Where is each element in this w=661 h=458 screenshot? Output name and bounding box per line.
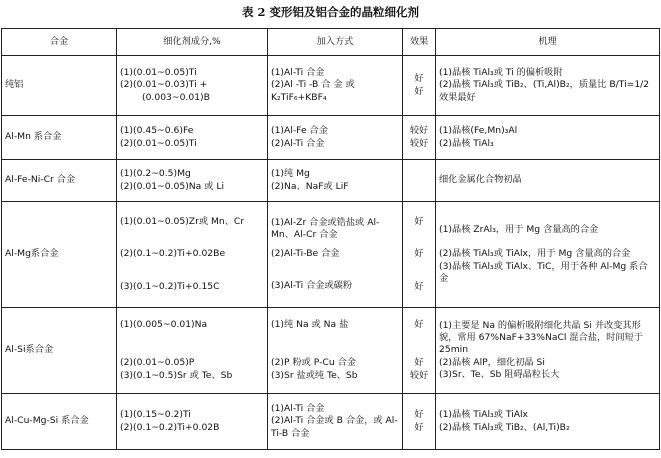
composition-line: (1)(0.2~0.5)Mg bbox=[120, 168, 191, 180]
mechanism-line: (2)晶核 TiAl₃或 TiB₂、(Ti,Al)B₂，质量比 B/Ti=1/2 效果最好 bbox=[439, 79, 650, 103]
mechanism-cell bbox=[436, 308, 660, 394]
header-effect: 效果 bbox=[403, 29, 436, 56]
table-row bbox=[2, 202, 660, 308]
method-line: (2)Al-Ti-Be 合金 bbox=[271, 247, 340, 259]
method-cell bbox=[268, 56, 403, 116]
effect-line: 较好 bbox=[409, 125, 429, 137]
table-row bbox=[2, 56, 660, 116]
method-cell bbox=[268, 394, 403, 450]
alloy-cell: Al-Mn 系合金 bbox=[2, 116, 117, 160]
mechanism-line: (2)晶核 TiAl₃ bbox=[439, 137, 494, 149]
composition-line: (1)(0.15~0.2)Ti bbox=[120, 409, 191, 421]
composition-line: (2)(0.01~0.05)Na 或 Li bbox=[120, 180, 224, 192]
method-line: (1)Al-Fe 合金 bbox=[271, 125, 328, 137]
effect-cell bbox=[403, 308, 436, 394]
method-line: (1)Al-Ti 合金 bbox=[271, 67, 325, 79]
method-cell bbox=[268, 308, 403, 394]
mechanism-cell bbox=[436, 160, 660, 202]
table-row bbox=[2, 160, 660, 202]
effect-cell bbox=[403, 116, 436, 160]
mechanism-cell bbox=[436, 394, 660, 450]
composition-cell bbox=[117, 116, 268, 160]
mechanism-line: (3)Sr、Te、Sb 阻碍晶粒长大 bbox=[439, 368, 560, 380]
composition-cell bbox=[117, 394, 268, 450]
composition-line: (1)(0.01~0.05)Ti bbox=[120, 67, 197, 79]
mechanism-line: (1)晶核(Fe,Mn)₃Al bbox=[439, 125, 518, 137]
header-composition: 细化剂成分,% bbox=[117, 29, 268, 56]
composition-line: (2)(0.01~0.05)P bbox=[120, 357, 195, 369]
effect-line: 好 bbox=[414, 73, 424, 85]
effect-line: 好 bbox=[414, 280, 424, 292]
composition-line: (0.003~0.01)B bbox=[142, 91, 210, 103]
method-line: (2)Na、NaF或 LiF bbox=[271, 180, 349, 192]
mechanism-line: (2)晶核 TiAl₃或 TiAlx，用于 Mg 含量高的合金 bbox=[439, 248, 631, 260]
method-line: (1)纯 Na 或 Na 盐 bbox=[271, 319, 349, 331]
method-line: (1)Al-Ti 合金 bbox=[271, 403, 325, 415]
composition-line: (2)(0.01~0.05)Ti bbox=[120, 137, 197, 149]
composition-line: (2)(0.1~0.2)Ti+0.02B bbox=[120, 421, 220, 433]
effect-line: 好 bbox=[414, 85, 424, 97]
effect-line: 好 bbox=[414, 421, 424, 433]
mechanism-cell bbox=[436, 116, 660, 160]
composition-cell bbox=[117, 160, 268, 202]
header-method: 加入方式 bbox=[268, 29, 403, 56]
grain-refiner-table bbox=[1, 28, 660, 450]
table-row bbox=[2, 116, 660, 160]
mechanism-line: 细化金属化合物初晶 bbox=[439, 174, 522, 186]
mechanism-line: (1)晶核 TiAl₃或 Ti 的偏析吸附 bbox=[439, 67, 563, 79]
method-line: (3)Sr 盐或纯 Te、Sb bbox=[271, 369, 358, 381]
composition-line: (2)(0.1~0.2)Ti+0.02Be bbox=[120, 248, 226, 260]
composition-cell bbox=[117, 56, 268, 116]
method-line: (3)Al-Ti 合金或碳粉 bbox=[271, 279, 353, 291]
method-line: (2)Al-Ti 合金或 B 合金，或 Al-Ti-B 合金 bbox=[271, 415, 398, 439]
table-row bbox=[2, 308, 660, 394]
composition-line: (1)(0.005~0.01)Na bbox=[120, 319, 208, 331]
composition-line: (3)(0.1~0.2)Ti+0.15C bbox=[120, 280, 220, 292]
effect-line: 好 bbox=[414, 248, 424, 260]
effect-cell bbox=[403, 202, 436, 308]
effect-line: 好 bbox=[414, 319, 424, 331]
mechanism-line: (2)晶核 AlP，细化初晶 Si bbox=[439, 356, 545, 368]
effect-cell bbox=[403, 160, 436, 202]
mechanism-line: (1)晶核 TiAl₃或 TiAlx bbox=[439, 409, 528, 421]
mechanism-line: (1)晶核 ZrAl₃，用于 Mg 含量高的合金 bbox=[439, 224, 599, 236]
composition-line: (1)(0.01~0.05)Zr或 Mn、Cr bbox=[120, 216, 245, 228]
effect-cell bbox=[403, 56, 436, 116]
composition-line: (1)(0.45~0.6)Fe bbox=[120, 125, 194, 137]
composition-line: (2)(0.01~0.03)Ti + bbox=[120, 79, 208, 91]
table-row bbox=[2, 394, 660, 450]
method-line: (2)Al-Ti 合金 bbox=[271, 137, 325, 149]
composition-line: (3)(0.1~0.5)Sr 或 Te、Sb bbox=[120, 369, 233, 381]
composition-cell bbox=[117, 308, 268, 394]
method-line: (1)Al-Zr 合金或锆盐或 Al-Mn、Al-Cr 合金 bbox=[271, 217, 380, 241]
table-header-row bbox=[2, 29, 660, 56]
effect-line: 较好 bbox=[409, 369, 429, 381]
method-line: K₂TiF₆+KBF₄ bbox=[271, 91, 327, 103]
mechanism-cell bbox=[436, 202, 660, 308]
alloy-cell: 纯铝 bbox=[2, 56, 117, 116]
method-cell bbox=[268, 160, 403, 202]
effect-line: 好 bbox=[414, 357, 424, 369]
effect-line: 好 bbox=[414, 409, 424, 421]
alloy-cell: Al-Mg系合金 bbox=[2, 202, 117, 308]
alloy-cell: Al-Fe-Ni-Cr 合金 bbox=[2, 160, 117, 202]
table-caption: 表 2 变形铝及铝合金的晶粒细化剂 bbox=[241, 5, 419, 19]
composition-cell bbox=[117, 202, 268, 308]
header-mechanism: 机理 bbox=[436, 29, 660, 56]
header-alloy: 合金 bbox=[2, 29, 117, 56]
effect-line: 较好 bbox=[409, 137, 429, 149]
alloy-cell: Al-Si系合金 bbox=[2, 308, 117, 394]
method-line: (1)纯 Mg bbox=[271, 168, 310, 180]
method-line: (2)Al -Ti -B 合 金 或 bbox=[271, 79, 355, 91]
effect-line: 好 bbox=[414, 216, 424, 228]
mechanism-line: (1)主要是 Na 的偏析吸附细化共晶 Si 并改变其形貌，常用 67%NaF+33%NaCl 混合盐，时间短于 25min bbox=[439, 320, 643, 356]
mechanism-line: (3)晶核 TiAl₃或 TiAlx、TiC，用于各种 Al-Mg 系合金 bbox=[439, 260, 648, 284]
method-cell bbox=[268, 202, 403, 308]
mechanism-cell bbox=[436, 56, 660, 116]
alloy-cell: Al-Cu-Mg-Si 系合金 bbox=[2, 394, 117, 450]
method-line: (2)P 粉或 P-Cu 合金 bbox=[271, 357, 356, 369]
method-cell bbox=[268, 116, 403, 160]
effect-cell bbox=[403, 394, 436, 450]
mechanism-line: (2)晶核 TiAl₃或 TiB₂、(Al,Ti)B₂ bbox=[439, 421, 570, 433]
